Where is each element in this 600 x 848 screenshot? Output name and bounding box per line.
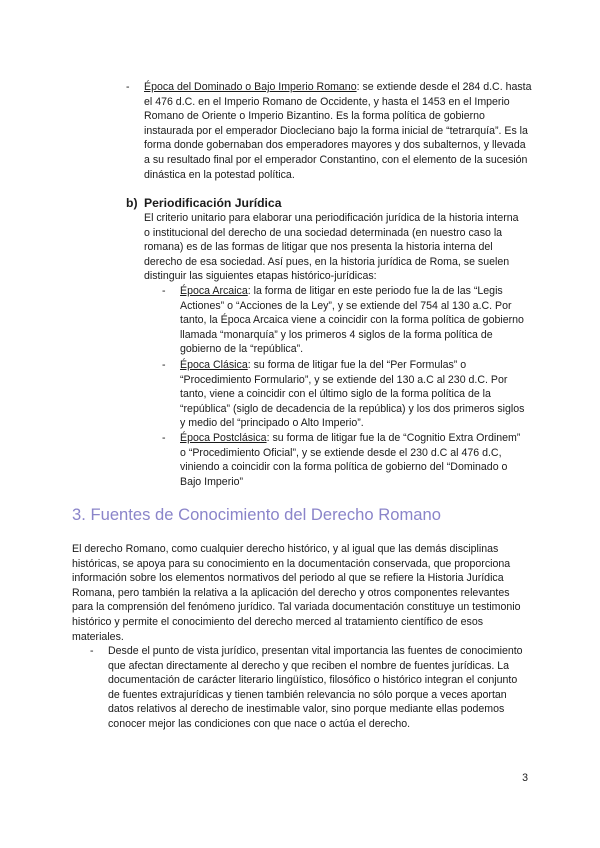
item-postclasica <box>180 431 525 489</box>
bullet-dash: - <box>162 359 166 371</box>
intro-item-term: Época del Dominado o Bajo Imperio Romano <box>144 81 357 93</box>
section-3-heading: 3. Fuentes de Conocimiento del Derecho Romano <box>72 505 441 524</box>
intro-item-text: : se extiende desde el 284 d.C. hasta el 476 d.C. en el Imperio Romano de Occidente, y hasta el 1453 en el Imperio Romano de Oriente o Imperio Bizantino. Es la forma política de gobierno instaurada por el emperador Diocleciano bajo la forma inicial de “tetrarquía”. Es la forma donde gobernaban dos emperadores mayores y dos subalternos, y llevada a su resultado final por el emperador Constantino, con el elemento de la sucesión dinástica en la potestad política. <box>144 81 532 181</box>
section-3-body: El derecho Romano, como cualquier derecho histórico, y al igual que las demás disciplinas históricas, se apoya para su conocimiento en la documentación conservada, que proporciona información sobre los elementos normativos del periodo al que se refiere la Historia Jurídica Romana, pero también la relativa a la aplicación del derecho y otros componentes relevantes para la comprensión del fenómeno jurídico. Tal variada documentación constituye un testimonio histórico y permite el conocimiento del derecho merced al tratamiento científico de esos materiales. <box>72 543 521 643</box>
section-3-bullet: Desde el punto de vista jurídico, presentan vital importancia las fuentes de conocimiento que afectan directamente al derecho y que reciben el nombre de fuentes jurídicas. La documentación de carácter literario lingüístico, filosófico o histórico integran el conjunto de fuentes extrajurídicas y tienen también relevancia no sólo porque a veces aportan datos relativos al derecho de inestimable valor, sino porque mediante ellas podemos conocer mejor las condiciones con que nace o actúa el derecho. <box>108 645 523 730</box>
bullet-dash: - <box>126 81 130 93</box>
bullet-dash: - <box>162 285 166 297</box>
intro-item <box>144 80 532 182</box>
section-b-body: El criterio unitario para elaborar una periodificación jurídica de la historia interna o institucional del derecho de una sociedad determinada (en nuestro caso la romana) es de las formas de litigar que nos presenta la historia interna del derecho de esa sociedad. Así pues, en la historia jurídica de Roma, se suelen distinguir las siguientes etapas histórico-jurídicas: <box>144 212 519 283</box>
item-arcaica-term: Época Arcaica <box>180 285 248 297</box>
bullet-dash: - <box>162 432 166 444</box>
bullet-dash: - <box>90 645 94 657</box>
section-b-title: Periodificación Jurídica <box>144 196 282 210</box>
page-number: 3 <box>522 772 528 784</box>
item-postclasica-text: : su forma de litigar fue la de “Cognitio Extra Ordinem” o “Procedimiento Oficial”, y se extiende desde el 230 d.C al 476 d.C, viniendo a coincidir con la forma política de gobierno del “Dominado o Bajo Imperio” <box>180 432 521 488</box>
section-b-marker: b) <box>126 196 138 210</box>
item-arcaica-text: : la forma de litigar en este periodo fue la de las “Legis Actiones” o “Acciones de la Ley”, y se extiende del 754 al 130 a.C. Por tanto, la Época Arcaica viene a coincidir con la forma política de gobierno llamada “monarquía” y los primeros 4 siglos de la forma política de gobierno de la “república”. <box>180 285 524 356</box>
item-clasica <box>180 358 525 431</box>
item-arcaica <box>180 284 525 357</box>
item-postclasica-term: Época Postclásica <box>180 432 267 444</box>
item-clasica-term: Época Clásica <box>180 359 248 371</box>
item-clasica-text: : su forma de litigar fue la del “Per Formulas” o “Procedimiento Formulario”, y se extiende del 130 a.C al 230 d.C. Por tanto, viene a coincidir con el último siglo de la forma política de la “república” (siglo de decadencia de la república) y los dos primeros siglos y medio del “principado o Alto Imperio”. <box>180 359 525 430</box>
